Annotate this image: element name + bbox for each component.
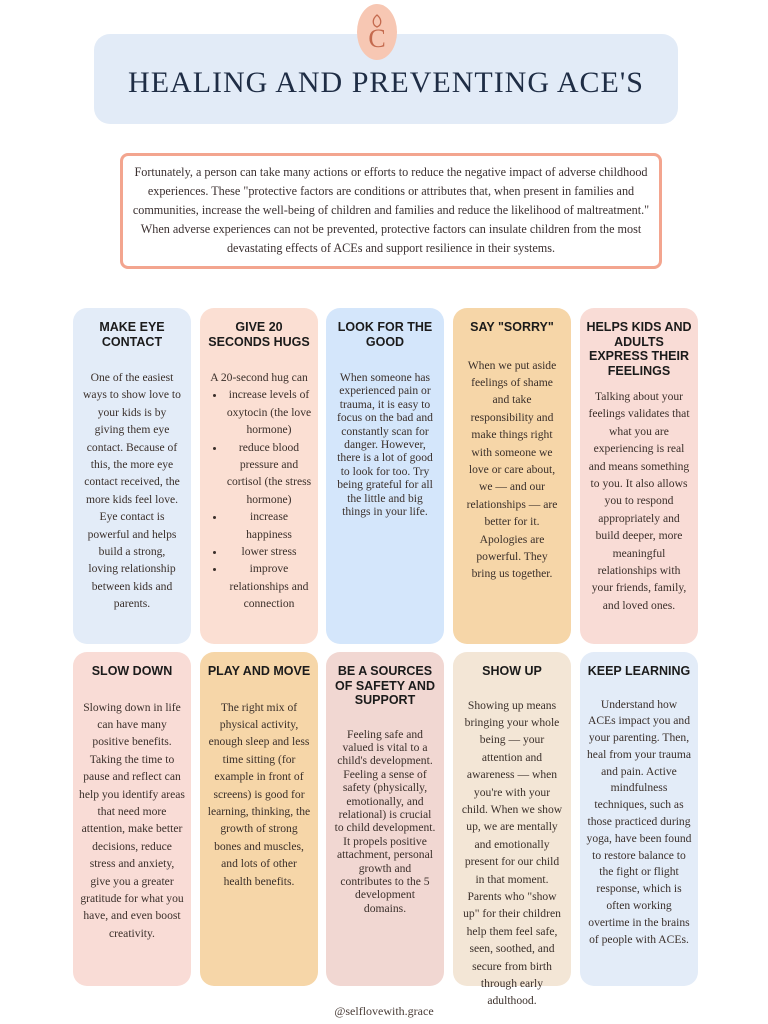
card-text: Talking about your feelings validates that what you are experiencing is real and means something to you. It also allows you to respond appropriately and build deeper, more meaningful relationships with your friends, family, and loved ones.	[588, 390, 690, 612]
card-text: Feeling safe and valued is vital to a child's development. Feeling a sense of safety (physically, emotionally, and relational) is crucial to child development. It propels positive attachment, personal growth and contributes to the 5 development domains.	[334, 727, 436, 915]
card-lead: A 20-second hug can	[210, 371, 308, 384]
card-safety-and-support	[326, 652, 444, 986]
card-title: MAKE EYE CONTACT	[99, 320, 165, 349]
logo-monogram-icon	[360, 9, 394, 55]
card-title: SHOW UP	[482, 664, 542, 678]
card-give-hugs	[200, 308, 318, 644]
card-text: When someone has experienced pain or trauma, it is easy to focus on the bad and constantly scan for danger. However, there is a lot of good to look for too. Try being grateful for all the little and big things in your life.	[337, 371, 433, 519]
list-item: • increase happiness	[226, 508, 312, 543]
card-bullet-list	[206, 386, 312, 612]
card-say-sorry	[453, 308, 571, 644]
card-show-up	[453, 652, 571, 1008]
card-express-feelings	[580, 308, 698, 644]
card-title: KEEP LEARNING	[587, 664, 691, 678]
card-text: One of the easiest ways to show love to your kids is by giving them eye contact. Because of this, the more eye contact received, the more kids feel love. Eye contact is powerful and helps build a strong, loving relationship between kids and parents.	[83, 371, 181, 611]
intro-text: Fortunately, a person can take many actions or efforts to reduce the negative impact of adverse childhood experiences. These "protective factors are conditions or attributes that, when present in families and communities, increase the well-being of children and families and reduce the likelihood of maltreatment." When adverse experiences can not be prevented, protective factors can insulate children from the most devastating effects of ACEs and support resilience in their systems.	[132, 165, 650, 255]
footer-handle: @selflovewith.grace	[334, 1004, 434, 1018]
card-slow-down	[73, 652, 191, 986]
card-keep-learning	[580, 652, 698, 986]
card-text: The right mix of physical activity, enough sleep and less time sitting (for example in front of screens) is good for learning, thinking, the growth of strong bones and muscles, and lots of other health benefits.	[207, 700, 311, 888]
list-item: • increase levels of oxytocin (the love hormone)	[226, 386, 312, 438]
card-play-and-move	[200, 652, 318, 986]
card-title: BE A SOURCES OF SAFETY AND SUPPORT	[334, 664, 435, 707]
card-title: GIVE 20 SECONDS HUGS	[208, 320, 310, 349]
list-item: • lower stress	[226, 543, 312, 560]
card-title: LOOK FOR THE GOOD	[337, 320, 433, 349]
card-title: SAY "SORRY"	[470, 320, 554, 334]
card-title: HELPS KIDS AND ADULTS EXPRESS THEIR FEELINGS	[586, 320, 692, 378]
intro-box	[120, 153, 662, 269]
card-title: SLOW DOWN	[91, 664, 173, 678]
list-item: • improve relationships and connection	[226, 560, 312, 612]
card-text: When we put aside feelings of shame and take responsibility and make things right with someone we love or care about, we — and our relationships — are better for it. Apologies are powerful. They bring us together.	[466, 358, 558, 581]
svg-text:C: C	[368, 24, 386, 53]
card-text: Showing up means bringing your whole being — your attention and awareness — when you're with your child. When we show up, we are mentally and emotionally present for our child in that moment. Parents who "show up" for their children help them feel safe, seen, soothed, and secure from birth through early adulthood.	[461, 698, 563, 1008]
brand-logo	[357, 4, 397, 60]
list-item: • reduce blood pressure and cortisol (the stress hormone)	[226, 439, 312, 509]
card-title: PLAY AND MOVE	[207, 664, 311, 678]
card-make-eye-contact	[73, 308, 191, 644]
card-look-for-good	[326, 308, 444, 644]
card-text: Slowing down in life can have many positive benefits. Taking the time to pause and reflect can help you identify areas that need more attention, make better decisions, reduce stress and anxiety, give you a greater gratitude for what you have, and even boost creativity.	[79, 700, 185, 940]
page-title: HEALING AND PREVENTING ACE'S	[128, 66, 644, 99]
card-text: Understand how ACEs impact you and your parenting. Then, heal from your trauma and pain. Active mindfulness techniques, such as those practiced during yoga, have been found to restore balance to the fight or flight response, which is often working overtime in the brains of people with ACEs.	[586, 697, 692, 946]
